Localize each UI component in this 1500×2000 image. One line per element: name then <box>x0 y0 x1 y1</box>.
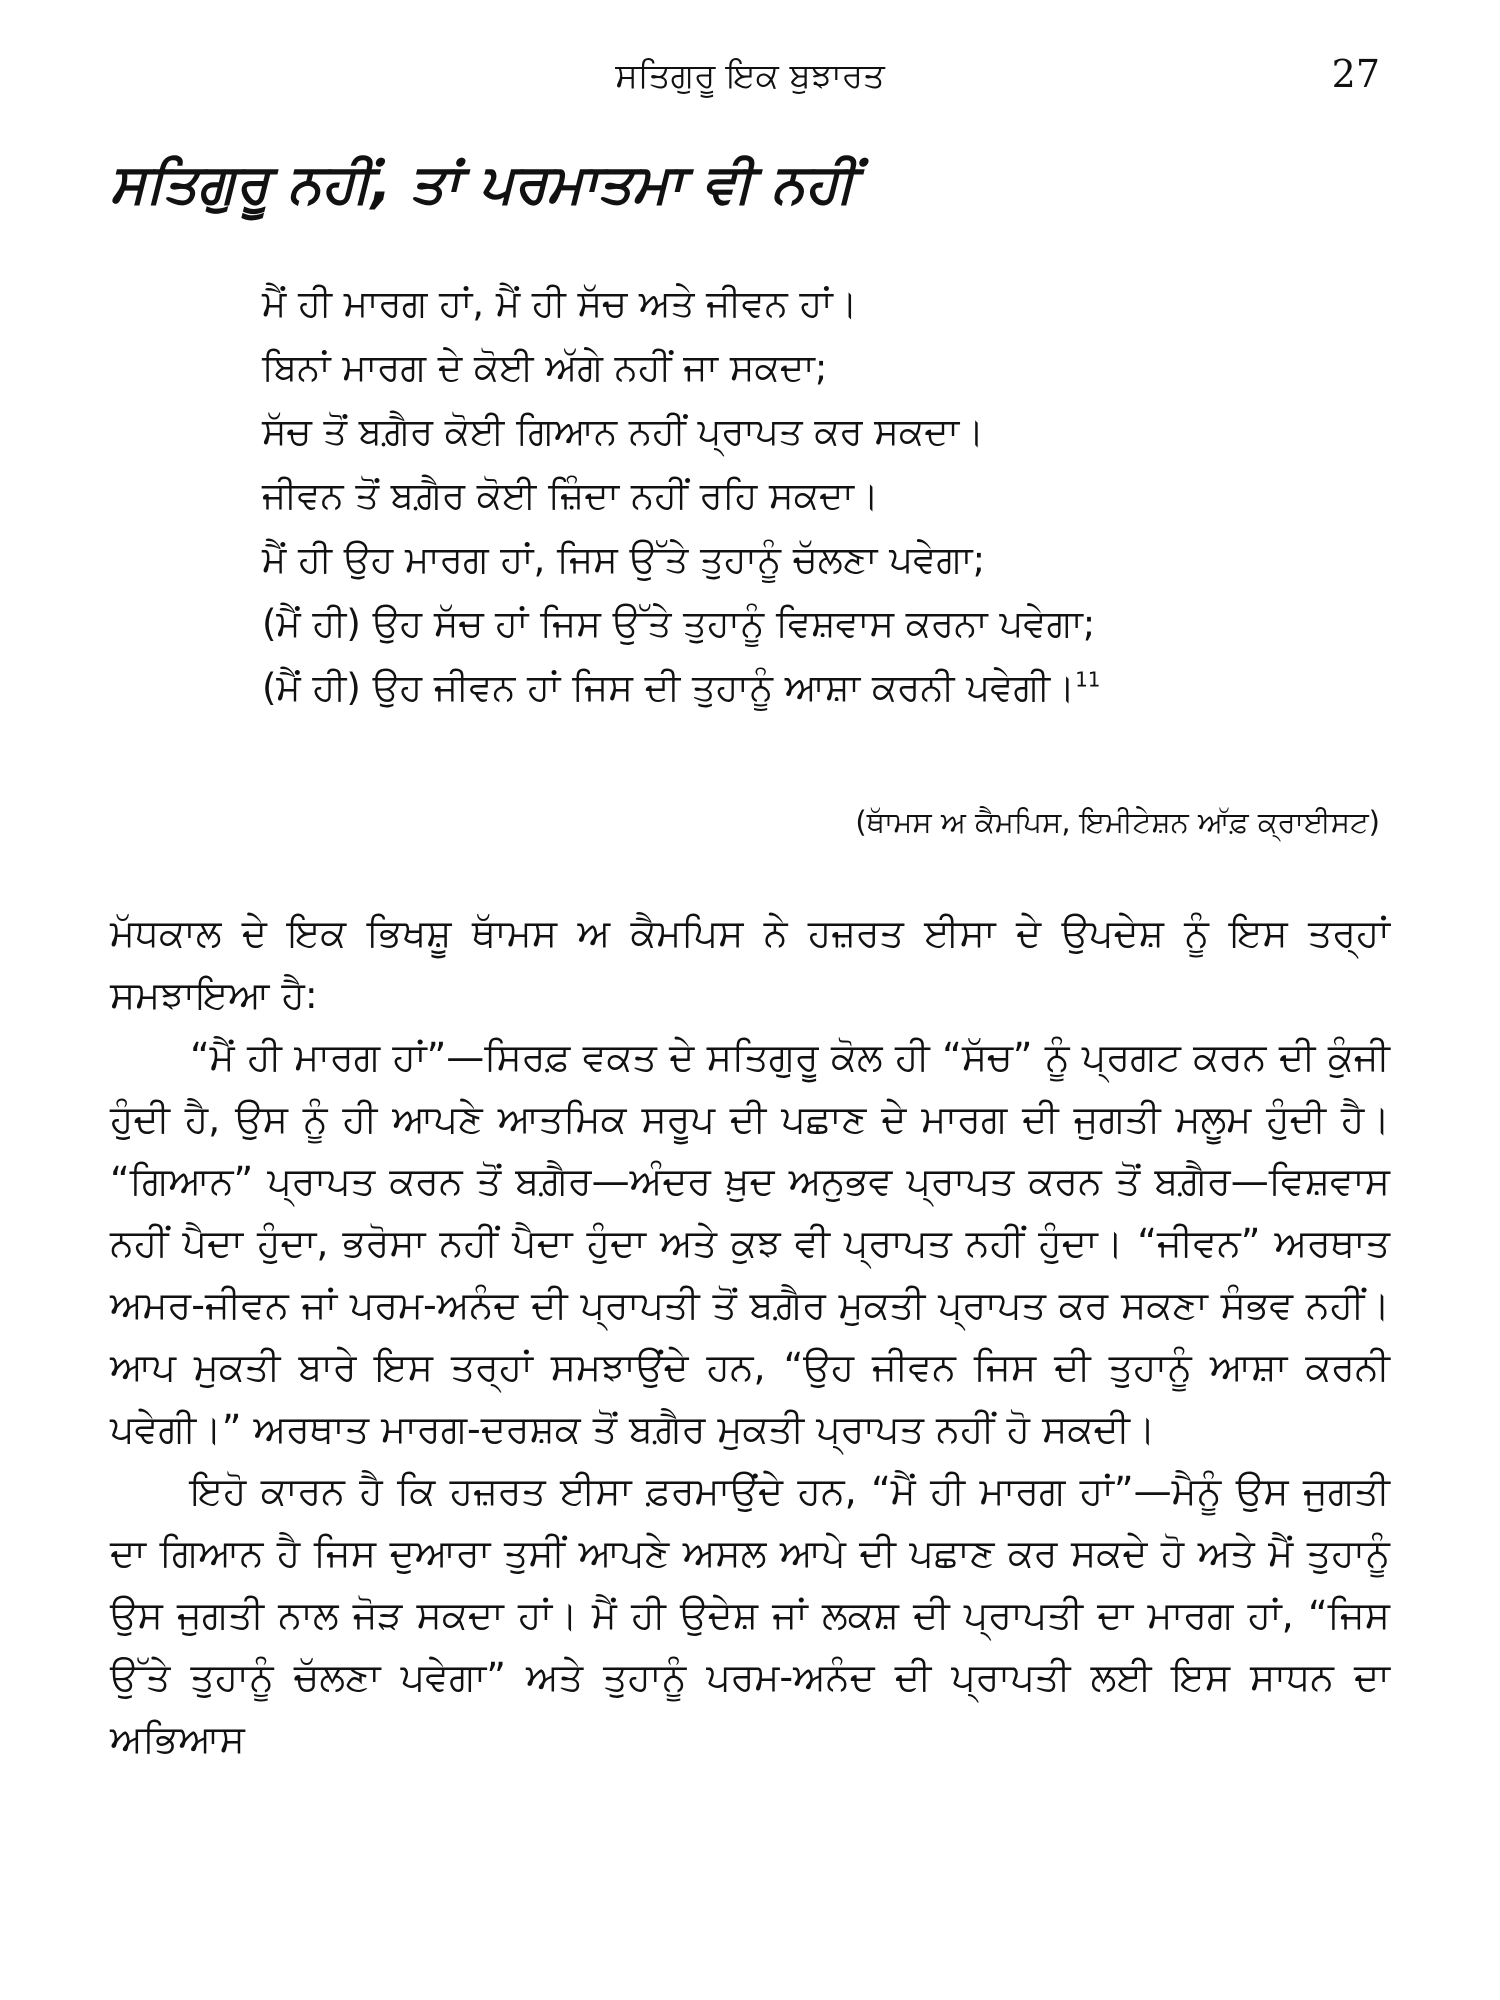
verse-line: (ਮੈਂ ਹੀ) ਉਹ ਸੱਚ ਹਾਂ ਜਿਸ ਉੱਤੇ ਤੁਹਾਨੂੰ ਵਿਸ਼ਵਾਸ ਕਰਨਾ ਪਵੇਗਾ; <box>262 602 1096 645</box>
verse-line-text: (ਮੈਂ ਹੀ) ਉਹ ਜੀਵਨ ਹਾਂ ਜਿਸ ਦੀ ਤੁਹਾਨੂੰ ਆਸ਼ਾ ਕਰਨੀ ਪਵੇਗੀ। <box>262 666 1076 709</box>
verse-line: ਸੱਚ ਤੋਂ ਬਗ਼ੈਰ ਕੋਈ ਗਿਆਨ ਨਹੀਂ ਪ੍ਰਾਪਤ ਕਰ ਸਕਦਾ। <box>262 410 985 453</box>
paragraph: “ਮੈਂ ਹੀ ਮਾਰਗ ਹਾਂ”—ਸਿਰਫ਼ ਵਕਤ ਦੇ ਸਤਿਗੁਰੂ ਕੋਲ ਹੀ “ਸੱਚ” ਨੂੰ ਪ੍ਰਗਟ ਕਰਨ ਦੀ ਕੁੰਜੀ ਹੁੰਦੀ ਹੈ, ਉਸ ਨੂੰ ਹੀ ਆਪਣੇ ਆਤਮਿਕ ਸਰੂਪ ਦੀ ਪਛਾਣ ਦੇ ਮਾਰਗ ਦੀ ਜੁਗਤੀ ਮਲੂਮ ਹੁੰਦੀ ਹੈ। “ਗਿਆਨ” ਪ੍ਰਾਪਤ ਕਰਨ ਤੋਂ ਬਗ਼ੈਰ—ਅੰਦਰ ਖ਼ੁਦ ਅਨੁਭਵ ਪ੍ਰਾਪਤ ਕਰਨ ਤੋਂ ਬਗ਼ੈਰ—ਵਿਸ਼ਵਾਸ ਨਹੀਂ ਪੈਦਾ ਹੁੰਦਾ, ਭਰੋਸਾ ਨਹੀਂ ਪੈਦਾ ਹੁੰਦਾ ਅਤੇ ਕੁਝ ਵੀ ਪ੍ਰਾਪਤ ਨਹੀਂ ਹੁੰਦਾ। “ਜੀਵਨ” ਅਰਥਾਤ ਅਮਰ-ਜੀਵਨ ਜਾਂ ਪਰਮ-ਅਨੰਦ ਦੀ ਪ੍ਰਾਪਤੀ ਤੋਂ ਬਗ਼ੈਰ ਮੁਕਤੀ ਪ੍ਰਾਪਤ ਕਰ ਸਕਣਾ ਸੰਭਵ ਨਹੀਂ। ਆਪ ਮੁਕਤੀ ਬਾਰੇ ਇਸ ਤਰ੍ਹਾਂ ਸਮਝਾਉਂਦੇ ਹਨ, “ਉਹ ਜੀਵਨ ਜਿਸ ਦੀ ਤੁਹਾਨੂੰ ਆਸ਼ਾ ਕਰਨੀ ਪਵੇਗੀ।” ਅਰਥਾਤ ਮਾਰਗ-ਦਰਸ਼ਕ ਤੋਂ ਬਗ਼ੈਰ ਮੁਕਤੀ ਪ੍ਰਾਪਤ ਨਹੀਂ ਹੋ ਸਕਦੀ। <box>110 1035 1390 1451</box>
verse-line-last <box>262 656 1402 720</box>
page-number: 27 <box>1331 52 1380 96</box>
body-text <box>110 902 1390 1770</box>
running-title: ਸਤਿਗੁਰੂ ਇਕ ਬੁਝਾਰਤ <box>615 56 885 96</box>
verse-line: ਮੈਂ ਹੀ ਮਾਰਗ ਹਾਂ, ਮੈਂ ਹੀ ਸੱਚ ਅਤੇ ਜੀਵਨ ਹਾਂ। <box>262 282 858 325</box>
chapter-title: ਸਤਿਗੁਰੂ ਨਹੀਂ, ਤਾਂ ਪਰਮਾਤਮਾ ਵੀ ਨਹੀਂ <box>110 152 855 215</box>
verse-line: ਜੀਵਨ ਤੋਂ ਬਗ਼ੈਰ ਕੋਈ ਜ਼ਿੰਦਾ ਨਹੀਂ ਰਹਿ ਸਕਦਾ। <box>262 474 879 517</box>
verse-block <box>262 272 1402 720</box>
running-header <box>0 48 1500 108</box>
verse-line: ਬਿਨਾਂ ਮਾਰਗ ਦੇ ਕੋਈ ਅੱਗੇ ਨਹੀਂ ਜਾ ਸਕਦਾ; <box>262 346 828 389</box>
paragraph: ਇਹੋ ਕਾਰਨ ਹੈ ਕਿ ਹਜ਼ਰਤ ਈਸਾ ਫ਼ਰਮਾਉਂਦੇ ਹਨ, “ਮੈਂ ਹੀ ਮਾਰਗ ਹਾਂ”—ਮੈਨੂੰ ਉਸ ਜੁਗਤੀ ਦਾ ਗਿਆਨ ਹੈ ਜਿਸ ਦੁਆਰਾ ਤੁਸੀਂ ਆਪਣੇ ਅਸਲ ਆਪੇ ਦੀ ਪਛਾਣ ਕਰ ਸਕਦੇ ਹੋ ਅਤੇ ਮੈਂ ਤੁਹਾਨੂੰ ਉਸ ਜੁਗਤੀ ਨਾਲ ਜੋੜ ਸਕਦਾ ਹਾਂ। ਮੈਂ ਹੀ ਉਦੇਸ਼ ਜਾਂ ਲਕਸ਼ ਦੀ ਪ੍ਰਾਪਤੀ ਦਾ ਮਾਰਗ ਹਾਂ, “ਜਿਸ ਉੱਤੇ ਤੁਹਾਨੂੰ ਚੱਲਣਾ ਪਵੇਗਾ” ਅਤੇ ਤੁਹਾਨੂੰ ਪਰਮ-ਅਨੰਦ ਦੀ ਪ੍ਰਾਪਤੀ ਲਈ ਇਸ ਸਾਧਨ ਦਾ ਅਭਿਆਸ <box>110 1469 1390 1761</box>
verse-citation: (ਥਾੱਮਸ ਅ ਕੈਮਪਿਸ, ਇਮੀਟੇਸ਼ਨ ਆੱਫ਼ ਕ੍ਰਾਈਸਟ) <box>855 805 1380 839</box>
paragraph: ਮੱਧਕਾਲ ਦੇ ਇਕ ਭਿਖਸ਼ੂ ਥਾੱਮਸ ਅ ਕੈਮਪਿਸ ਨੇ ਹਜ਼ਰਤ ਈਸਾ ਦੇ ਉਪਦੇਸ਼ ਨੂੰ ਇਸ ਤਰ੍ਹਾਂ ਸਮਝਾਇਆ ਹੈ: <box>110 911 1390 1017</box>
footnote-ref: 11 <box>1075 667 1101 692</box>
verse-line: ਮੈਂ ਹੀ ਉਹ ਮਾਰਗ ਹਾਂ, ਜਿਸ ਉੱਤੇ ਤੁਹਾਨੂੰ ਚੱਲਣਾ ਪਵੇਗਾ; <box>262 538 986 581</box>
